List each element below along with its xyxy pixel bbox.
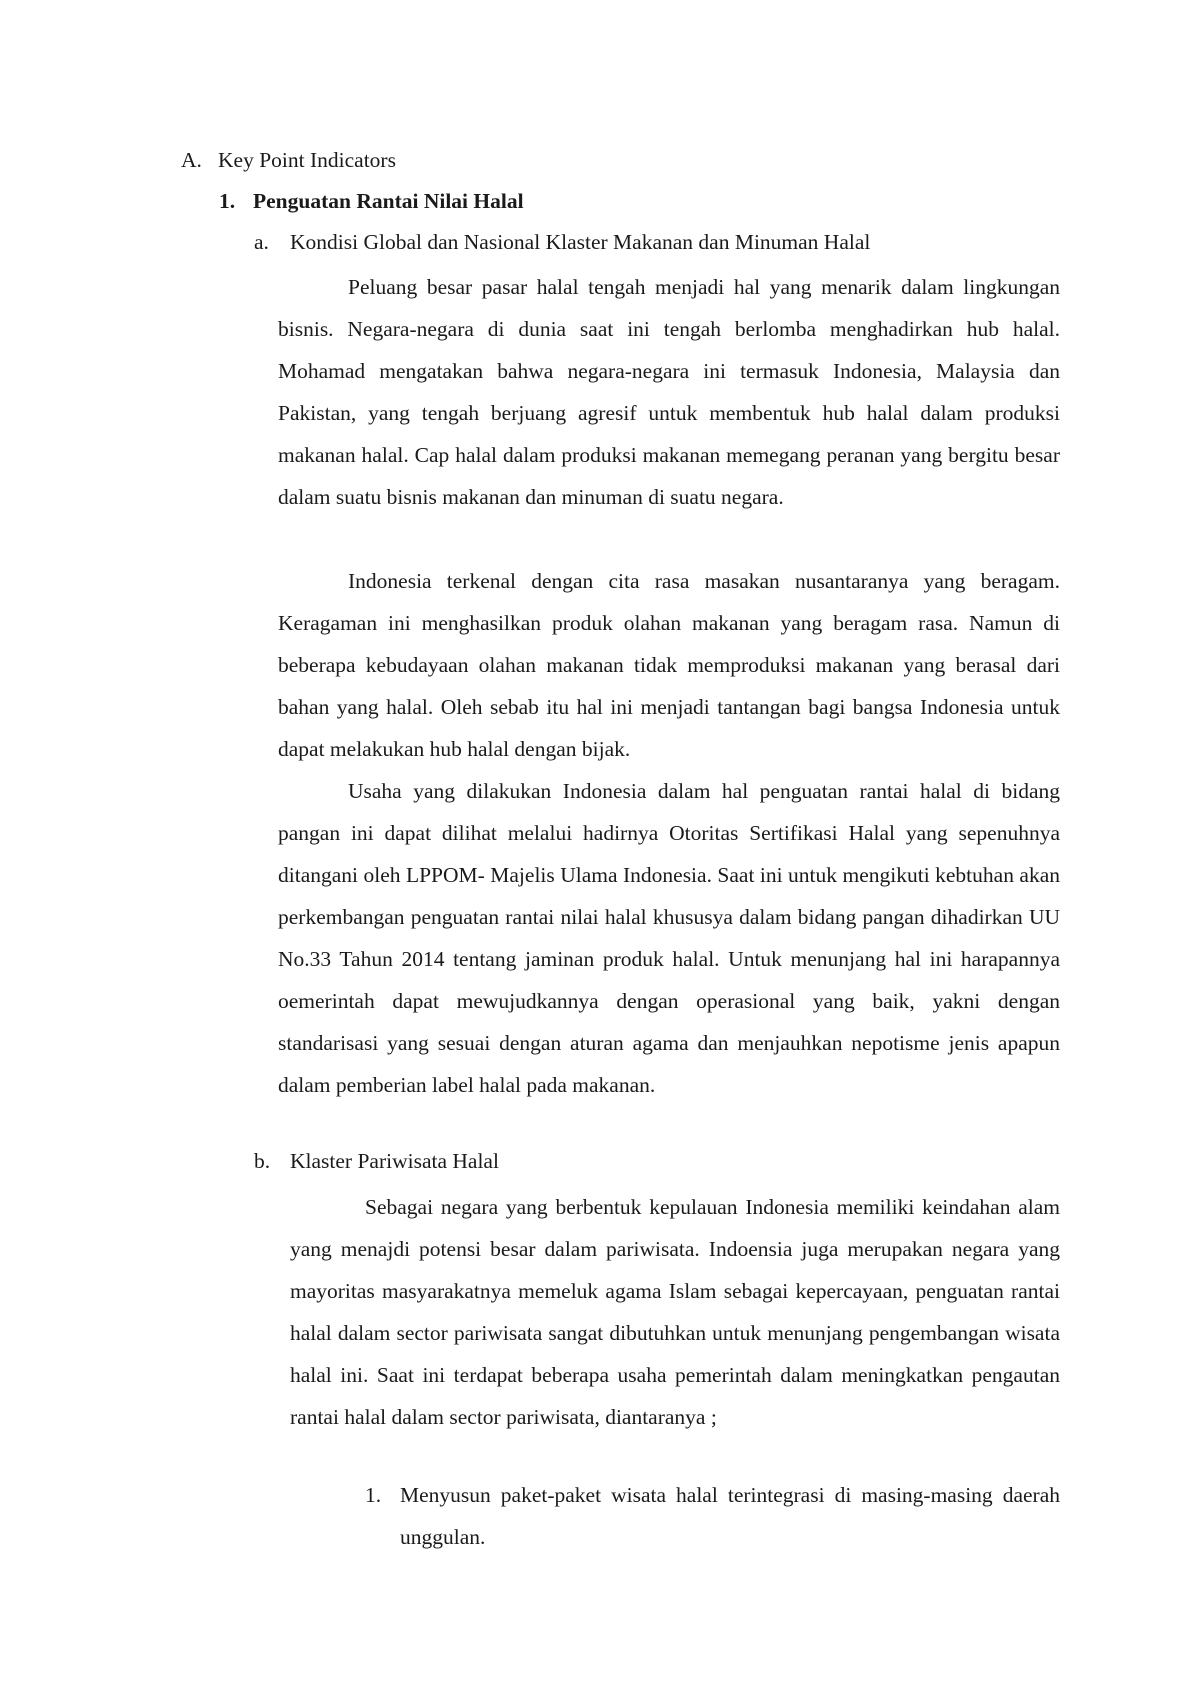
subsection-marker: 1.: [219, 189, 236, 213]
item-b-title: Klaster Pariwisata Halal: [290, 1149, 499, 1173]
item-b-marker: b.: [254, 1149, 271, 1173]
section-title: Key Point Indicators: [218, 148, 396, 172]
section-marker: A.: [181, 148, 202, 172]
item-a-marker: a.: [254, 230, 269, 254]
item-a-paragraph-1: Peluang besar pasar halal tengah menjadi hal yang menarik dalam lingkungan bisnis. Negara-negara di dunia saat ini tengah berlomba menghadirkan hub halal. Mohamad mengatakan bahwa negara-negara ini termasuk Indonesia, Malaysia dan Pakistan, yang tengah berjuang agresif untuk membentuk hub halal dalam produksi makanan halal. Cap halal dalam produksi makanan memegang peranan yang bergitu besar dalam suatu bisnis makanan dan minuman di suatu negara.: [278, 275, 1060, 509]
item-b-paragraph-1: Sebagai negara yang berbentuk kepulauan Indonesia memiliki keindahan alam yang menajdi potensi besar dalam pariwisata. Indoensia juga merupakan negara yang mayoritas masyarakatnya memeluk agama Islam sebagai kepercayaan, penguatan rantai halal dalam sector pariwisata sangat dibutuhkan untuk menunjang pengembangan wisata halal ini. Saat ini terdapat beberapa usaha pemerintah dalam meningkatkan pengautan rantai halal dalam sector pariwisata, diantaranya ;: [290, 1195, 1060, 1429]
item-a-paragraph-3: Usaha yang dilakukan Indonesia dalam hal penguatan rantai halal di bidang pangan ini dapat dilihat melalui hadirnya Otoritas Sertifikasi Halal yang sepenuhnya ditangani oleh LPPOM- Majelis Ulama Indonesia. Saat ini untuk mengikuti kebtuhan akan perkembangan penguatan rantai nilai halal khususya dalam bidang pangan dihadirkan UU No.33 Tahun 2014 tentang jaminan produk halal. Untuk menunjang hal ini harapannya oemerintah dapat mewujudkannya dengan operasional yang baik, yakni dengan standarisasi yang sesuai dengan aturan agama dan menjauhkan nepotisme jenis apapun dalam pemberian label halal pada makanan.: [278, 779, 1060, 1097]
list-item-marker: 1.: [365, 1483, 382, 1507]
subsection-title: Penguatan Rantai Nilai Halal: [253, 189, 524, 213]
item-a-paragraph-2: Indonesia terkenal dengan cita rasa masakan nusantaranya yang beragam. Keragaman ini menghasilkan produk olahan makanan yang beragam rasa. Namun di beberapa kebudayaan olahan makanan tidak memproduksi makanan yang berasal dari bahan yang halal. Oleh sebab itu hal ini menjadi tantangan bagi bangsa Indonesia untuk dapat melakukan hub halal dengan bijak.: [278, 569, 1060, 761]
list-item-text: Menyusun paket-paket wisata halal terintegrasi di masing-masing daerah unggulan.: [400, 1483, 1060, 1549]
item-a-title: Kondisi Global dan Nasional Klaster Makanan dan Minuman Halal: [290, 230, 871, 254]
